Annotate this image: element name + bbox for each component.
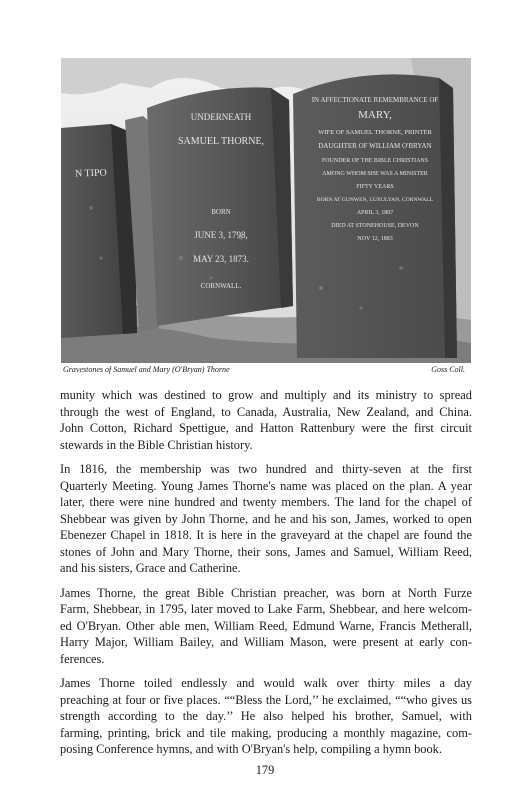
text-line: munity which was destined to grow and multiply and its ministry to spread [60, 388, 472, 402]
paragraph [60, 461, 472, 577]
text-line: Ebenezer Chapel in 1818. It is here in the graveyard at the chapel are found the [60, 528, 472, 542]
right-stone-line: DAUGHTER OF WILLIAM O'BRYAN [318, 142, 432, 150]
text-line: ed O'Bryan. Other able men, William Reed, Edmund Warne, Francis Metherall, [60, 618, 472, 633]
paragraph [60, 675, 472, 758]
right-stone-line: AMONG WHOM SHE WAS A MINISTER [322, 171, 428, 177]
text-line: James Thorne toiled endlessly and would walk over thirty miles a day [60, 676, 472, 690]
right-stone-line: WIFE OF SAMUEL THORNE, PRINTER [318, 129, 432, 136]
right-stone-line: BORN AT GUNWEN, LUXULYAN, CORNWALL [316, 197, 434, 203]
text-line: In 1816, the membership was two hundred and thirty-seven at the first [60, 462, 472, 476]
paragraph [60, 585, 472, 668]
right-stone-line: FIFTY YEARS [356, 184, 394, 190]
text-line: preaching at four or five places. ““Bless the Lord,’’ he exclaimed, ““who gives us [60, 692, 472, 707]
right-stone-line: NOV 12, 1883 [357, 236, 393, 242]
text-line: later, there were nine hundred and twenty members. The land for the chapel of [60, 495, 472, 509]
middle-stone-line: CORNWALL. [200, 282, 242, 290]
body-text [60, 387, 472, 758]
text-line: Quarterly Meeting. Young James Thorne's name was placed on the plan. A year [60, 478, 472, 493]
right-stone-line: DIED AT STONEHOUSE, DEVON [331, 223, 419, 229]
text-line: posing Conference hymns, and with O'Bryan's help, compiling a hymn book. [60, 742, 442, 756]
text-line: John Cotton, Richard Spettigue, and Hatton Rattenbury were the first circuit [60, 421, 472, 435]
middle-stone-line: JUNE 3, 1798, [194, 230, 248, 240]
middle-stone-line: SAMUEL THORNE, [177, 136, 265, 147]
right-stone-line: MARY, [358, 109, 392, 121]
gravestones-photo [61, 58, 471, 363]
text-line: ferences. [60, 651, 105, 666]
left-stone-inscription: N TIPO [74, 167, 107, 180]
page-number: 179 [255, 763, 275, 777]
text-line: through the west of England, to Canada, Australia, New Zealand, and China. [60, 404, 472, 419]
middle-stone-line: UNDERNEATH [190, 112, 252, 122]
text-line: strength according to the day.’’ He also helped his brother, Samuel, with [60, 709, 472, 723]
text-line: Farm, Shebbear, in 1795, later moved to Lake Farm, Shebbear, and here welcom- [60, 602, 472, 616]
photo-credit: Goss Coll. [431, 365, 465, 374]
text-line: stones of John and Mary Thorne, their sons, James and Samuel, William Reed, [60, 544, 472, 559]
right-stone-line: IN AFFECTIONATE REMEMBRANCE OF [311, 96, 439, 104]
figure-caption: Gravestones of Samuel and Mary (O'Bryan) Thorne [63, 365, 230, 374]
paragraph [60, 387, 472, 453]
right-stone-line: APRIL 3, 1807 [356, 210, 394, 216]
right-stone-line: FOUNDER OF THE BIBLE CHRISTIANS [321, 158, 429, 164]
text-line: farming, printing, brick and tile making, producing a monthly magazine, com- [60, 725, 472, 740]
gravestones-illustration [61, 58, 471, 363]
text-line: stewards in the Bible Christian history. [60, 437, 253, 452]
text-line: James Thorne, the great Bible Christian preacher, was born at North Furze [60, 585, 472, 600]
figure-caption-row [61, 364, 471, 376]
text-line: and his sisters, Grace and Catherine. [60, 561, 241, 575]
middle-stone-line: BORN [211, 208, 231, 216]
middle-stone-line: MAY 23, 1873. [193, 254, 249, 264]
text-line: Harry Major, William Bailey, and William Mason, were present at early con- [60, 635, 472, 649]
text-line: Shebbear was given by John Thorne, and he and his son, James, worked to open [60, 511, 472, 526]
